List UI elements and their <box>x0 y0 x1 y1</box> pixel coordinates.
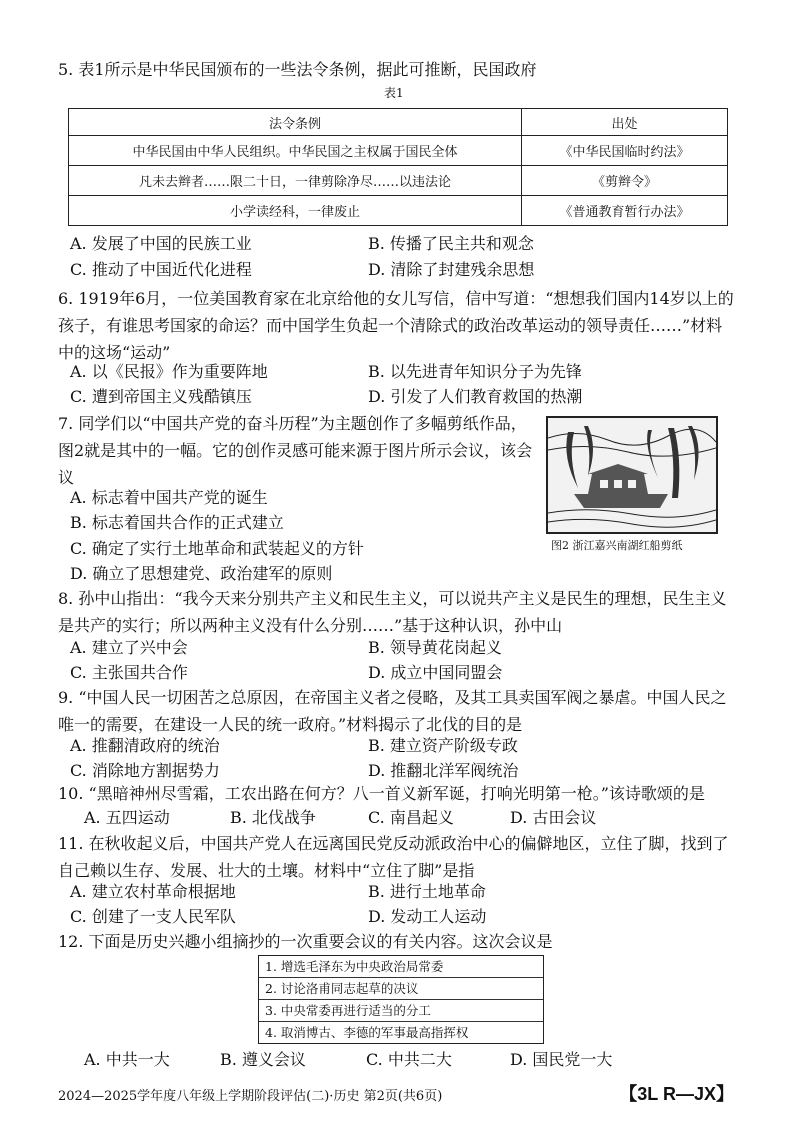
q8-option-b[interactable]: B. 领导黄花岗起义 <box>368 638 502 657</box>
q12-stem: 12. 下面是历史兴趣小组摘抄的一次重要会议的有关内容。这次会议是 <box>58 932 553 951</box>
q10-option-c[interactable]: C. 南昌起义 <box>368 808 454 827</box>
q11-option-d[interactable]: D. 发动工人运动 <box>368 907 487 926</box>
red-boat-papercut-image <box>546 416 718 534</box>
q7-option-b[interactable]: B. 标志着国共合作的正式建立 <box>70 513 284 532</box>
meeting-notes-box <box>258 955 544 1044</box>
q9-option-d[interactable]: D. 推翻北洋军阀统治 <box>368 761 519 780</box>
q6-stem: 6. 1919年6月，一位美国教育家在北京给他的女儿写信，信中写道：“想想我们国内14岁以上的孩子，有谁思考国家的命运？而中国学生负起一个清除式的政治改革运动的领导责任……”材料中的这场“运动” <box>58 289 734 362</box>
table-cell: 《普通教育暂行办法》 <box>522 196 728 226</box>
q8-stem: 8. 孙中山指出：“我今天来分别共产主义和民生主义，可以说共产主义是民生的理想，民生主义是共产的实行；所以两种主义没有什么分别……”基于这种认识，孙中山 <box>58 589 727 635</box>
table-header: 法令条例 <box>69 109 522 136</box>
q5-option-b[interactable]: B. 传播了民主共和观念 <box>368 234 534 253</box>
q8-option-a[interactable]: A. 建立了兴中会 <box>70 638 188 657</box>
q7-option-d[interactable]: D. 确立了思想建党、政治建军的原则 <box>70 564 333 583</box>
q6-option-b[interactable]: B. 以先进青年知识分子为先锋 <box>368 362 582 381</box>
q9-option-b[interactable]: B. 建立资产阶级专政 <box>368 736 518 755</box>
meeting-note-item: 4. 取消博古、李德的军事最高指挥权 <box>265 1025 469 1040</box>
table-cell: 《中华民国临时约法》 <box>522 136 728 166</box>
q11-option-c[interactable]: C. 创建了一支人民军队 <box>70 907 236 926</box>
table-row <box>69 166 728 196</box>
q12-option-b[interactable]: B. 遵义会议 <box>220 1050 306 1069</box>
table-cell: 小学读经科，一律废止 <box>69 196 522 226</box>
page-footer: 2024—2025学年度八年级上学期阶段评估(二)·历史 第2页(共6页) <box>58 1089 443 1104</box>
meeting-note-item: 3. 中央常委再进行适当的分工 <box>259 1000 543 1022</box>
q8-option-c[interactable]: C. 主张国共合作 <box>70 663 188 682</box>
q11-option-b[interactable]: B. 进行土地革命 <box>368 882 486 901</box>
table-row <box>69 196 728 226</box>
q12-option-d[interactable]: D. 国民党一大 <box>510 1050 613 1069</box>
q5-stem: 5. 表1所示是中华民国颁布的一些法令条例，据此可推断，民国政府 <box>58 60 537 79</box>
q9-option-c[interactable]: C. 消除地方割据势力 <box>70 761 220 780</box>
q12-option-a[interactable]: A. 中共一大 <box>84 1050 170 1069</box>
table-row <box>69 136 728 166</box>
q10-option-a[interactable]: A. 五四运动 <box>84 808 170 827</box>
table-cell: 中华民国由中华人民组织。中华民国之主权属于国民全体 <box>69 136 522 166</box>
q7-figure-caption: 图2 浙江嘉兴南湖红船剪纸 <box>551 539 683 552</box>
q7-stem: 7. 同学们以“中国共产党的奋斗历程”为主题创作了多幅剪纸作品，图2就是其中的一幅。它的创作灵感可能来源于图片所示会议，该会议 <box>58 414 533 487</box>
q7-option-a[interactable]: A. 标志着中国共产党的诞生 <box>70 488 268 507</box>
table-cell: 凡未去辫者……限二十日，一律剪除净尽……以违法论 <box>69 166 522 196</box>
q6-option-c[interactable]: C. 遭到帝国主义残酷镇压 <box>70 387 252 406</box>
q10-option-b[interactable]: B. 北伐战争 <box>230 808 316 827</box>
q10-stem: 10. “黑暗神州尽雪霜，工农出路在何方？八一首义新军诞，打响光明第一枪。”该诗歌颂的是 <box>58 784 705 803</box>
table-title: 表1 <box>384 86 404 100</box>
meeting-note-item: 1. 增选毛泽东为中央政治局常委 <box>259 956 543 978</box>
q11-stem: 11. 在秋收起义后，中国共产党人在远离国民党反动派政治中心的偏僻地区，立住了脚，找到了自己赖以生存、发展、壮大的土壤。材料中“立住了脚”是指 <box>58 834 729 880</box>
q9-option-a[interactable]: A. 推翻清政府的统治 <box>70 736 220 755</box>
q8-option-d[interactable]: D. 成立中国同盟会 <box>368 663 503 682</box>
table-header-row <box>69 109 728 136</box>
q5-option-c[interactable]: C. 推动了中国近代化进程 <box>70 260 252 279</box>
meeting-note-item: 2. 讨论洛甫同志起草的决议 <box>259 978 543 1000</box>
q6-option-d[interactable]: D. 引发了人们教育救国的热潮 <box>368 387 583 406</box>
law-table <box>68 108 728 226</box>
table-header: 出处 <box>522 109 728 136</box>
paper-code: 【3L R—JX】 <box>619 1084 734 1104</box>
q12-option-c[interactable]: C. 中共二大 <box>366 1050 452 1069</box>
q10-option-d[interactable]: D. 古田会议 <box>510 808 597 827</box>
q11-option-a[interactable]: A. 建立农村革命根据地 <box>70 882 236 901</box>
q9-stem: 9. “中国人民一切困苦之总原因，在帝国主义者之侵略，及其工具卖国军阀之暴虐。中国人民之唯一的需要，在建设一人民的统一政府。”材料揭示了北伐的目的是 <box>58 688 727 734</box>
table-cell: 《剪辫令》 <box>522 166 728 196</box>
q7-option-c[interactable]: C. 确定了实行土地革命和武装起义的方针 <box>70 539 364 558</box>
papercut-illustration <box>548 418 716 532</box>
q6-option-a[interactable]: A. 以《民报》作为重要阵地 <box>70 362 268 381</box>
q5-option-d[interactable]: D. 清除了封建残余思想 <box>368 260 535 279</box>
q5-option-a[interactable]: A. 发展了中国的民族工业 <box>70 234 252 253</box>
